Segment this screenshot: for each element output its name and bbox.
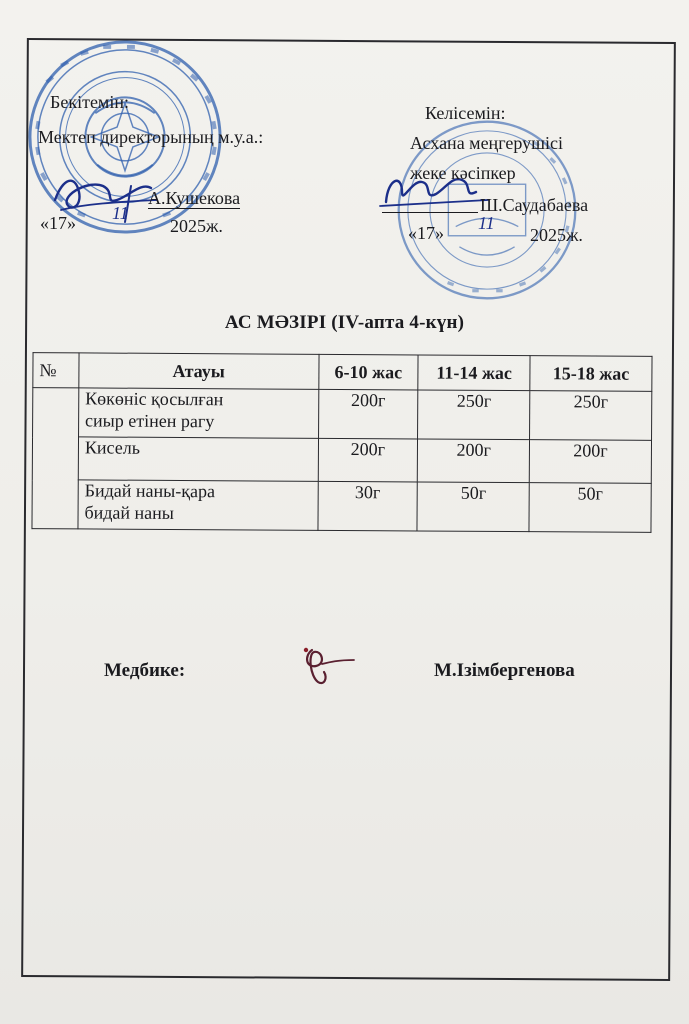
- dish-name-line2: сиыр етінен рагу: [85, 410, 215, 431]
- nurse-signature: [298, 640, 358, 690]
- dish-name-cell: [78, 480, 318, 530]
- menu-title: АС МӘЗІРІ (IV-апта 4-күн): [224, 312, 465, 333]
- dish-name-line1: Кисель: [84, 437, 141, 458]
- agree-signature-line: [382, 212, 478, 213]
- approve-title: Бекітемін:: [50, 92, 129, 112]
- portion-11-14: 50г: [417, 482, 529, 532]
- header-name: Атауы: [79, 353, 319, 389]
- agree-date-year: 2025ж.: [530, 225, 583, 245]
- dish-name-line1: Көкөніс қосылған: [85, 388, 224, 410]
- approve-name: А.Кушекова: [148, 188, 241, 208]
- approve-position: Мектеп директорының м.у.а.:: [38, 127, 264, 147]
- portion-6-10: 30г: [317, 481, 417, 531]
- header-age-6-10: 6-10 жас: [318, 354, 418, 390]
- agree-position-line2: жеке кәсіпкер: [410, 163, 516, 183]
- agree-position-line1: Асхана меңгерушісі: [410, 133, 563, 153]
- portion-15-18: 250г: [530, 391, 652, 441]
- portion-6-10: 200г: [318, 438, 418, 482]
- dish-name-cell: [78, 437, 318, 481]
- nurse-name: М.Ізімбергенова: [434, 660, 575, 681]
- approve-date-month: 11: [112, 203, 129, 223]
- header-number: №: [33, 353, 79, 388]
- portion-15-18: 200г: [529, 440, 651, 484]
- table-header-row: [33, 353, 652, 392]
- menu-table: [31, 352, 652, 533]
- nurse-label: Медбике:: [104, 660, 186, 681]
- portion-6-10: 200г: [318, 389, 418, 439]
- number-cell: [32, 388, 79, 529]
- portion-11-14: 250г: [418, 390, 530, 440]
- table-row: [33, 388, 652, 441]
- dish-name-cell: [78, 388, 318, 438]
- agree-title: Келісемін:: [425, 103, 506, 123]
- agree-date-month: 11: [478, 213, 495, 233]
- table-row: [32, 480, 651, 533]
- table-row: [32, 437, 651, 484]
- dish-name-line1: Бидай наны-қара: [84, 480, 216, 502]
- header-age-15-18: 15-18 жас: [530, 356, 652, 392]
- approve-date-day: «17»: [40, 213, 76, 233]
- agree-date-day: «17»: [408, 223, 444, 243]
- portion-15-18: 50г: [529, 483, 651, 533]
- agree-name: Ш.Саудабаева: [480, 195, 589, 215]
- approve-date-year: 2025ж.: [170, 216, 223, 236]
- dish-name-line2: бидай наны: [84, 502, 175, 523]
- portion-11-14: 200г: [418, 439, 530, 483]
- header-age-11-14: 11-14 жас: [418, 355, 530, 391]
